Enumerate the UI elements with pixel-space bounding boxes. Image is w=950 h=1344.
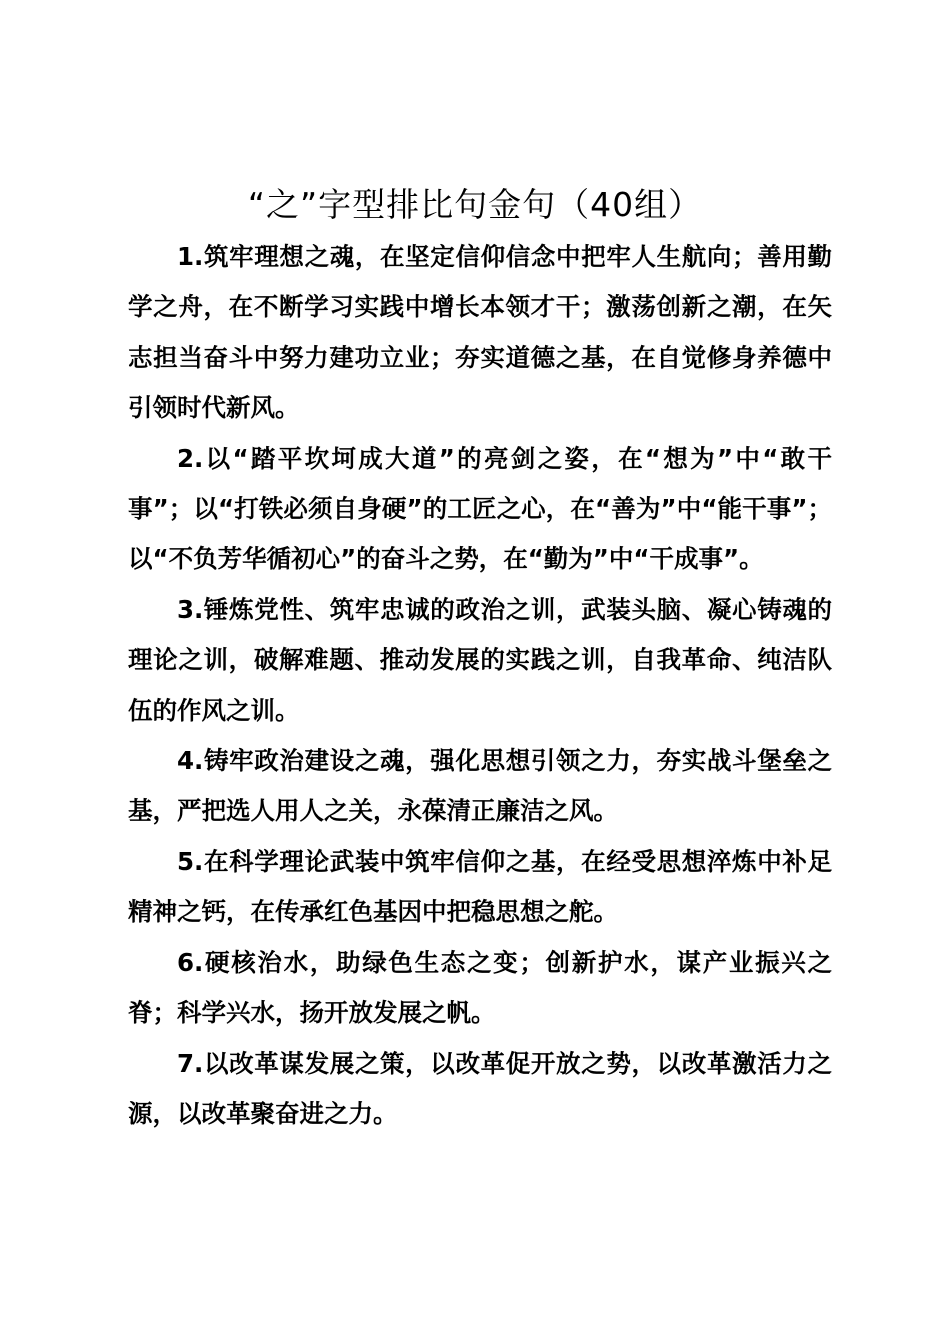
document-body bbox=[128, 232, 832, 1139]
paragraph-2: 2.以“踏平坎坷成大道”的亮剑之姿，在“想为”中“敢干事”；以“打铁必须自身硬”的工匠之心，在“善为”中“能干事”；以“不负芳华循初心”的奋斗之势，在“勤为”中“干成事”。 bbox=[128, 443, 832, 574]
document-title: “之”字型排比句金句（40组） bbox=[247, 185, 703, 224]
paragraph-5: 5.在科学理论武装中筑牢信仰之基，在经受思想淬炼中补足精神之钙，在传承红色基因中把稳思想之舵。 bbox=[128, 846, 832, 927]
paragraph-7: 7.以改革谋发展之策，以改革促开放之势，以改革激活力之源，以改革聚奋进之力。 bbox=[128, 1048, 832, 1128]
paragraph-1: 1.筑牢理想之魂，在坚定信仰信念中把牢人生航向；善用勤学之舟，在不断学习实践中增长本领才干；激荡创新之潮，在矢志担当奋斗中努力建功立业；夯实道德之基，在自觉修身养德中引领时代新风。 bbox=[128, 242, 832, 423]
paragraph-4: 4.铸牢政治建设之魂，强化思想引领之力，夯实战斗堡垒之基，严把选人用人之关，永葆清正廉洁之风。 bbox=[128, 746, 832, 826]
paragraph-3: 3.锤炼党性、筑牢忠诚的政治之训，武装头脑、凝心铸魂的理论之训，破解难题、推动发展的实践之训，自我革命、纯洁队伍的作风之训。 bbox=[128, 594, 832, 725]
paragraph-6: 6.硬核治水，助绿色生态之变；创新护水，谋产业振兴之脊；科学兴水，扬开放发展之帆。 bbox=[128, 947, 832, 1028]
